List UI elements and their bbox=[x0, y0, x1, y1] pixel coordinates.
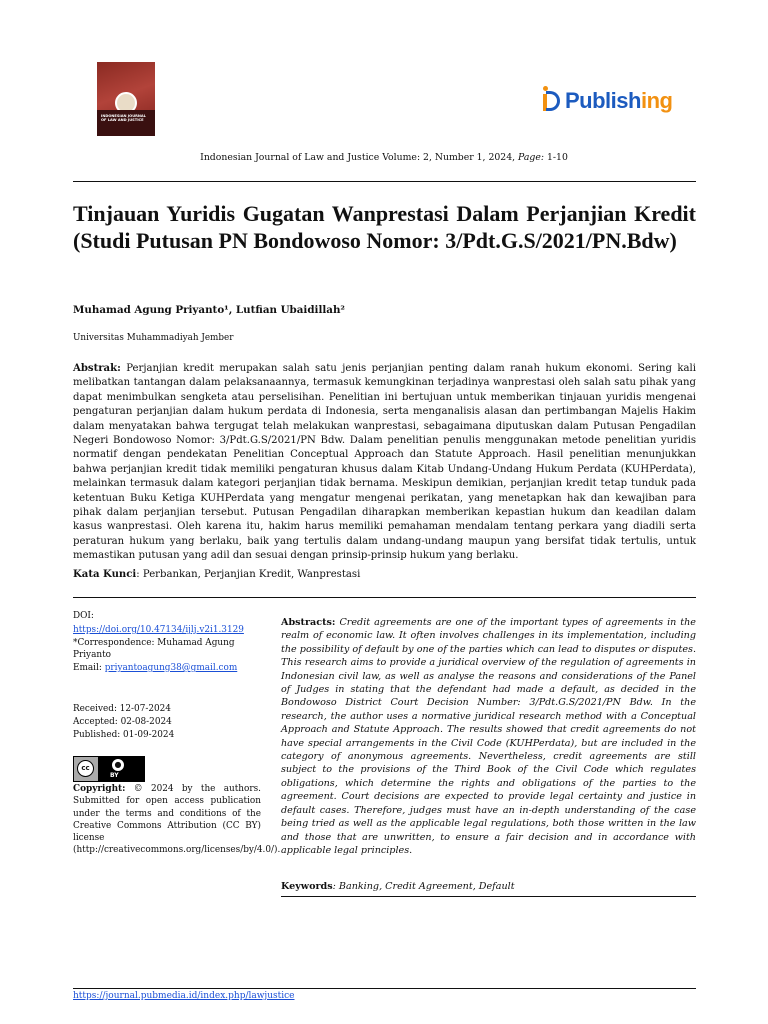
keywords: Keywords: Banking, Credit Agreement, Default bbox=[281, 881, 515, 892]
attribution-person-icon: ● bbox=[112, 759, 124, 771]
publisher-logo-icon bbox=[543, 86, 565, 114]
by-label: BY bbox=[110, 772, 119, 779]
published-date: Published: 01-09-2024 bbox=[73, 730, 175, 740]
received-date: Received: 12-07-2024 bbox=[73, 704, 171, 714]
doi-label: DOI: bbox=[73, 611, 94, 621]
header-divider bbox=[73, 181, 696, 182]
copyright-notice: Copyright: © 2024 by the authors. Submitted for open access publication under the terms and conditions of the Creative Commons Attribution (CC BY) license (http://creativecommons.org/licenses/by/4.0/). bbox=[73, 784, 281, 856]
accepted-date: Accepted: 02-08-2024 bbox=[73, 717, 172, 727]
doi-link[interactable]: https://doi.org/10.47134/ijlj.v2i1.3129 bbox=[73, 625, 244, 635]
journal-cover-thumbnail bbox=[97, 62, 155, 136]
email-line: Email: priyantoagung38@gmail.com bbox=[73, 663, 238, 673]
cover-title: INDONESIAN JOURNAL OF LAW AND JUSTICE bbox=[101, 114, 146, 122]
abstrak-paragraph: Abstrak: Perjanjian kredit merupakan salah satu jenis perjanjian penting dalam ranah hukum ekonomi. Sering kali melibatkan tantangan dalam pelaksanaannya, termasuk kemungkinan terjadinya wanprestasi oleh salah satu pihak yang dapat menimbulkan sengketa atau perselisihan. Penelitian ini bertujuan untuk memberikan tinjauan yuridis mengenai pengaturan perjanjian dalam hukum perdata di Indonesia, serta menganalisis alasan dan pertimbangan Majelis Hakim dalam menyatakan bahwa tergugat telah melakukan wanprestasi, sebagaimana diputuskan dalam Putusan Pengadilan Negeri Bondowoso Nomor: 3/Pdt.G.S/2021/PN Bdw. Dalam penelitian penulis menggunakan metode penelitian yuridis normatif dengan pendekatan Penelitian Conceptual Approach dan Statute Approach. Hasil penelitian menunjukkan bahwa perjanjian kredit tidak memiliki pengaturan khusus dalam Kitab Undang-Undang Hukum Perdata (KUHPerdata), melainkan termasuk dalam kategori perjanjian tidak bernama. Meskipun demikian, perjanjian kredit tetap tunduk pada ketentuan Buku Ketiga KUHPerdata yang mengatur mengenai perikatan, yang menetapkan hak dan kewajiban para pihak dalam perjanjian tersebut. Putusan Pengadilan diharapkan memberikan kepastian hukum dan keadilan dalam kasus wanprestasi. Oleh karena itu, hakim harus memiliki pemahaman mendalam tentang perkara yang diadili serta peraturan hukum yang berlaku, baik yang tertulis dalam undang-undang maupun yang bersifat tidak tertulis, untuk memastikan putusan yang adil dan sesuai dengan prinsip-prinsip hukum yang berlaku. bbox=[73, 363, 696, 562]
abstracts-paragraph: Abstracts: Credit agreements are one of the important types of agreements in the realm of economic law. It often involves challenges in its implementation, including the possibility of default by one of the parties which can lead to disputes or disputes. This research aims to provide a juridical overview of the regulation of agreements in Indonesian civil law, as well as analyse the reasons and considerations of the Panel of Judges in stating that the defendant had made a default, as decided in the Bondowoso District Court Decision Number: 3/Pdt.G.S/2021/PN Bdw. In the research, the author uses a normative juridical research method with a Conceptual Approach and Statute Approach. The results showed that credit agreements do not have special arrangements in the Civil Code (KUHPerdata), but are included in the category of anonymous agreements. Nevertheless, credit agreements are still subject to the provisions of the Third Book of the Civil Code which regulates obligations, which determine the rights and obligations of the parties to the agreement. Court decisions are expected to provide legal certainty and justice in default cases. Therefore, judges must have an in-depth understanding of the case being tried as well as the applicable legal regulations, both those written in the law and those that are unwritten, to ensure a fair decision and in accordance with applicable legal principles. bbox=[281, 617, 696, 856]
author-affiliation: Universitas Muhammadiyah Jember bbox=[73, 333, 234, 343]
keywords-divider bbox=[281, 896, 696, 897]
kata-kunci: Kata Kunci: Perbankan, Perjanjian Kredit, Wanprestasi bbox=[73, 569, 361, 580]
abstracts-label: Abstracts: bbox=[281, 617, 336, 628]
email-link[interactable]: priyantoagung38@gmail.com bbox=[104, 663, 238, 673]
cc-by-license-badge[interactable] bbox=[73, 756, 145, 782]
section-divider bbox=[73, 597, 696, 598]
publisher-logo: Publishing bbox=[543, 86, 672, 122]
correspondence: *Correspondence: Muhamad Agung Priyanto bbox=[73, 638, 235, 661]
article-authors: Muhamad Agung Priyanto¹, Lutfian Ubaidillah² bbox=[73, 304, 345, 316]
article-title: Tinjauan Yuridis Gugatan Wanprestasi Dalam Perjanjian Kredit (Studi Putusan PN Bondowoso Nomor: 3/Pdt.G.S/2021/PN.Bdw) bbox=[73, 201, 696, 253]
footer-divider bbox=[73, 988, 696, 989]
cc-icon: cc bbox=[77, 760, 94, 777]
journal-url-link[interactable]: https://journal.pubmedia.id/index.php/lawjustice bbox=[73, 991, 295, 1001]
abstrak-label: Abstrak: bbox=[73, 363, 121, 374]
journal-citation-line: Indonesian Journal of Law and Justice Volume: 2, Number 1, 2024, Page: 1-10 bbox=[200, 152, 568, 163]
